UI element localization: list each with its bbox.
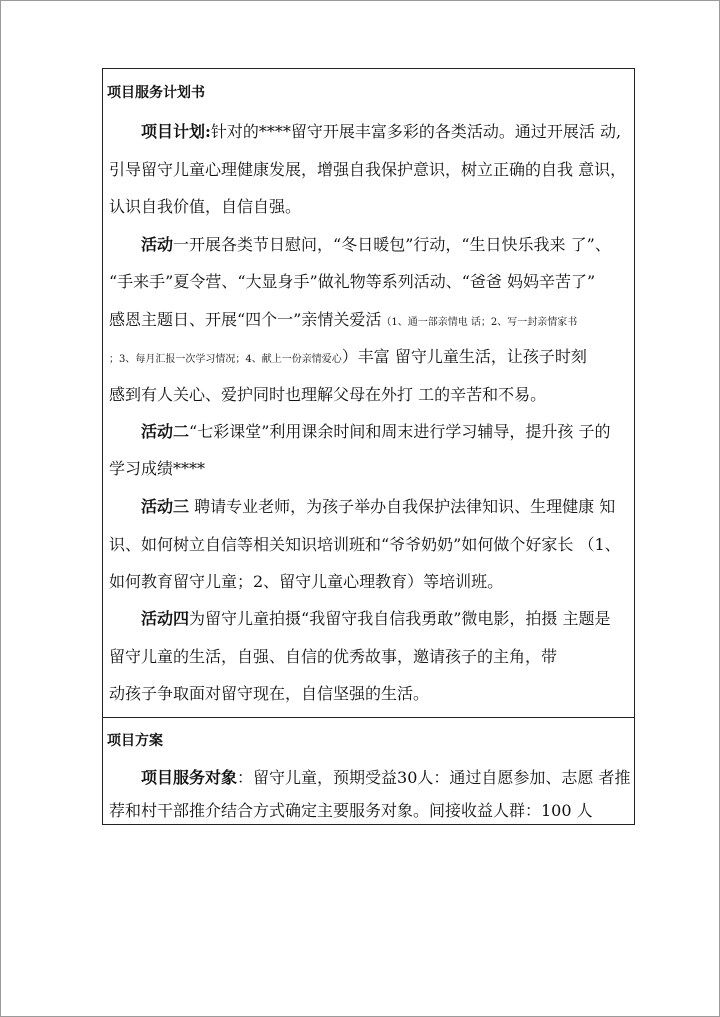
activity1-text-1: 一开展各类节日慰问，“冬日暖包”行动，“生日快乐我来 了”、: [173, 235, 611, 254]
activity1-small-a: （1、通一部亲情电 话；2、写一封亲情家书: [381, 317, 578, 328]
target-line-2: 荐和村干部推介结合方式确定主要服务对象。间接收益人群：100 人: [109, 801, 593, 820]
table-divider: [103, 717, 634, 718]
plan-colon: :: [205, 122, 211, 141]
activity2-line-1: [141, 422, 630, 442]
activity4-line-3: 动孩子争取面对留守现在，自信坚强的生活。: [109, 684, 430, 703]
plan-line-3: 认识自我价值，自信自强。: [109, 197, 302, 216]
activity3-line-2: 识、如何树立自信等相关知识培训班和“爷爷奶奶”如何做个好家长 （1、: [109, 535, 621, 554]
activity2-label: 活动二: [141, 422, 190, 441]
plan-line-2: 引导留守儿童心理健康发展，增强自我保护意识，树立正确的自我 意识，: [109, 160, 627, 179]
activity4-line-1: [141, 609, 630, 629]
target-label: 项目服务对象: [141, 768, 238, 787]
activity1-small-b: ；3、每月汇报一次学习情况；4、献上一份亲情爱心: [109, 354, 342, 365]
activity2-text-1: “七彩课堂”利用课余时间和周末进行学习辅导，提升孩 子的: [189, 422, 611, 441]
activity1-text-4: ）丰富 留守儿童生活，让孩子时刻: [341, 347, 587, 366]
plan-line-1: [141, 122, 630, 142]
activity1-label: 活动: [141, 235, 174, 254]
activity4-line-2: 留守儿童的生活，自强、自信的优秀故事，邀请孩子的主角，带: [109, 647, 558, 666]
activity3-text-1: 聘请专业老师，为孩子举办自我保护法律知识、生理健康 知: [189, 497, 616, 516]
activity1-text-3: 感恩主题日、开展“四个一”亲情关爱活: [109, 310, 382, 329]
activity4-text-1: 为留守儿童拍摄“我留守我自信我勇敢”微电影，拍摄 主题是: [189, 609, 611, 628]
activity1-line-1: [141, 235, 630, 255]
activity2-line-2: 学习成绩****: [109, 459, 206, 478]
activity1-line-2: “手来手”夏令营、“大显身手”做礼物等系列活动、“爸爸 妈妈辛苦了”: [109, 272, 596, 291]
target-line-1: [141, 768, 630, 788]
section-title-project-plan: 项目方案: [107, 733, 163, 749]
activity1-line-3: [109, 310, 630, 333]
activity3-label: 活动三: [141, 497, 190, 516]
section-title-service-plan: 项目服务计划书: [107, 85, 205, 101]
activity4-label: 活动四: [141, 609, 190, 628]
activity3-line-3: 如何教育留守儿童；2、留守儿童心理教育）等培训班。: [109, 572, 504, 591]
activity3-line-1: [141, 497, 630, 517]
plan-table: [102, 68, 635, 825]
plan-label: 项目计划: [141, 122, 206, 141]
target-text-1: ：留守儿童，预期受益30人：通过自愿参加、志愿 者推: [237, 768, 630, 787]
activity1-line-4: [109, 347, 630, 370]
plan-text-1: 针对的****留守开展丰富多彩的各类活动。通过开展活 动,: [210, 122, 622, 141]
activity1-line-5: 感到有人关心、爱护同时也理解父母在外打 工的辛苦和不易。: [109, 385, 547, 404]
